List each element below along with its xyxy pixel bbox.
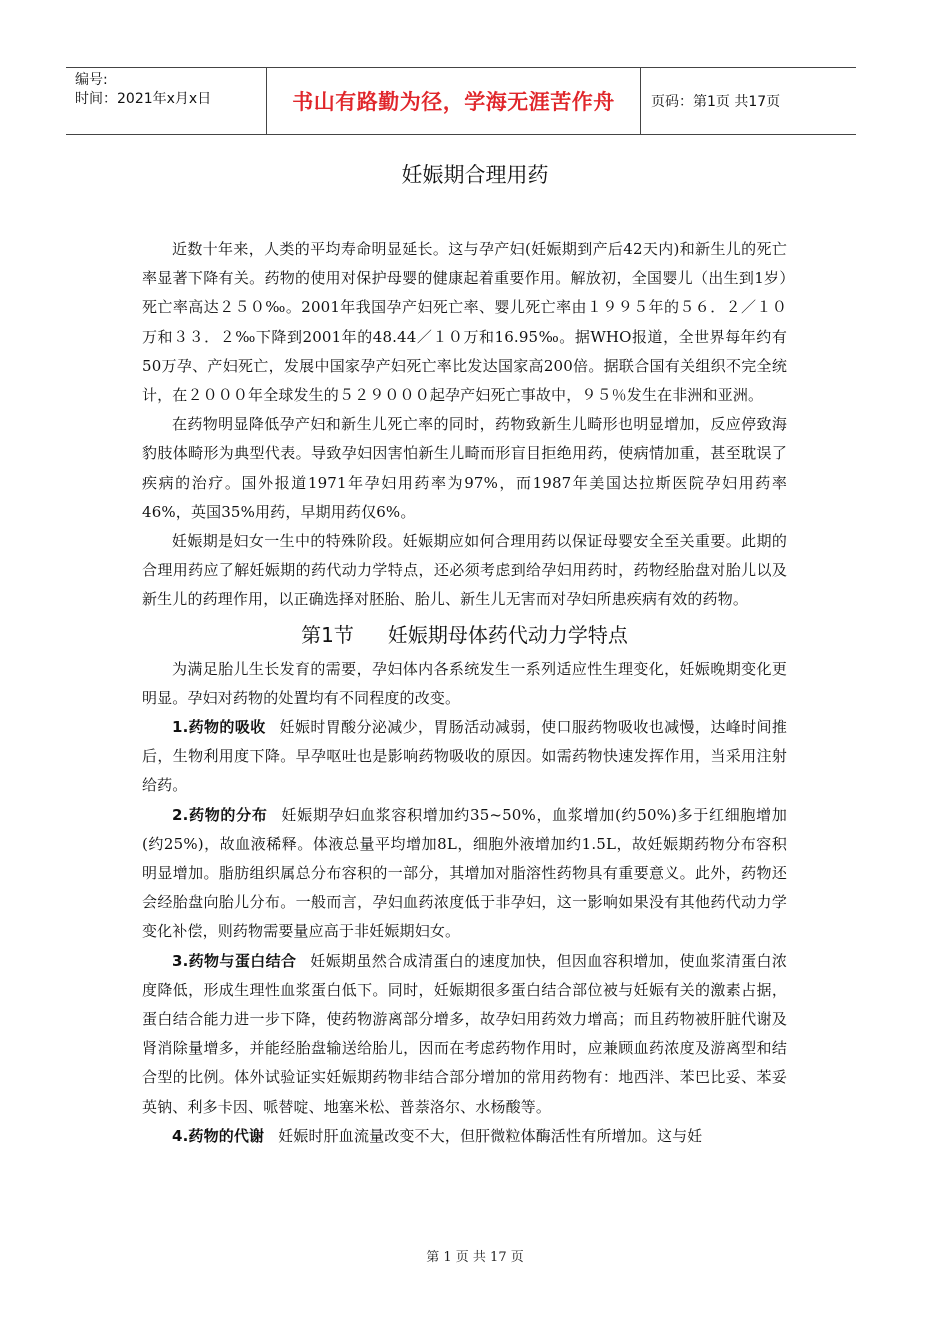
- item-distribution-heading: 2.药物的分布: [172, 805, 268, 824]
- page-footer: 第 1 页 共 17 页: [426, 1250, 524, 1265]
- intro-paragraph-2: 在药物明显降低孕产妇和新生儿死亡率的同时，药物致新生儿畸形也明显增加，反应停致海豹肢体畸形为典型代表。导致孕妇因害怕新生儿畸而形盲目拒绝用药，使病情加重，甚至耽误了疾病的治疗。国外报道1971年孕妇用药率为97%，而1987年美国达拉斯医院孕妇用药率46%，英国35%用药，早期用药仅6%。: [142, 415, 788, 521]
- item-distribution-text: 妊娠期孕妇血浆容积增加约35~50%，血浆增加(约50%)多于红细胞增加(约25%)，故血液稀释。体液总量平均增加8L，细胞外液增加约1.5L，故妊娠期药物分布容积明显增加。脂肪组织属总分布容积的一部分，其增加对脂溶性药物具有重要意义。此外，药物还会经胎盘向胎儿分布。一般而言，孕妇血药浓度低于非孕妇，这一影响如果没有其他药代动力学变化补偿，则药物需要量应高于非妊娠期妇女。: [142, 805, 787, 941]
- document-code-label: 编号:: [75, 72, 108, 88]
- item-absorption: [142, 713, 787, 801]
- item-distribution: [142, 801, 787, 947]
- item-metabolism: [142, 1122, 787, 1151]
- intro-paragraph-3: 妊娠期是妇女一生中的特殊阶段。妊娠期应如何合理用药以保证母婴安全至关重要。此期的合理用药应了解妊娠期的药代动力学特点，还必须考虑到给孕妇用药时，药物经胎盘对胎儿以及新生儿的药理作用，以正确选择对胚胎、胎儿、新生儿无害而对孕妇所患疾病有效的药物。: [142, 532, 787, 609]
- item-absorption-text: 妊娠时胃酸分泌减少，胃肠活动减弱，使口服药物吸收也减慢，达峰时间推后，生物利用度下降。早孕呕吐也是影响药物吸收的原因。如需药物快速发挥作用，当采用注射给药。: [142, 718, 787, 795]
- document-body: [142, 235, 787, 1151]
- item-protein-binding-text: 妊娠期虽然合成清蛋白的速度加快，但因血容积增加，使血浆清蛋白浓度降低，形成生理性血浆蛋白低下。同时，妊娠期很多蛋白结合部位被与妊娠有关的激素占据，蛋白结合能力进一步下降，使药物游离部分增多，故孕妇用药效力增高；而且药物被肝脏代谢及肾消除量增多，并能经胎盘输送给胎儿，因而在考虑药物作用时，应兼顾血药浓度及游离型和结合型的比例。体外试验证实妊娠期药物非结合部分增加的常用药物有：地西泮、苯巴比妥、苯妥英钠、利多卡因、哌替啶、地塞米松、普萘洛尔、水杨酸等。: [142, 951, 787, 1116]
- intro-paragraph-1: 近数十年来，人类的平均寿命明显延长。这与孕产妇(妊娠期到产后42天内)和新生儿的死亡率显著下降有关。药物的使用对保护母婴的健康起着重要作用。解放初，全国婴儿（出生到1岁）死亡率高达２５０‰。2001年我国孕产妇死亡率、婴儿死亡率由１９９５年的５６．２／１０万和３３．２‰下降到2001年的48.44／１０万和16.95‰。据WHO报道，全世界每年约有50万孕、产妇死亡，发展中国家孕产妇死亡率比发达国家高200倍。据联合国有关组织不完全统计，在２０００年全球发生的５２９０００起孕产妇死亡事故中，９５％发生在非洲和亚洲。: [142, 240, 787, 405]
- section-intro-paragraph: 为满足胎儿生长发育的需要，孕妇体内各系统发生一系列适应性生理变化，妊娠晚期变化更明显。孕妇对药物的处置均有不同程度的改变。: [142, 659, 787, 707]
- header-meta: [66, 68, 267, 134]
- item-protein-binding: [142, 947, 787, 1122]
- item-metabolism-text: 妊娠时肝血流量改变不大，但肝微粒体酶活性有所增加。这与妊: [278, 1126, 703, 1145]
- item-protein-binding-heading: 3.药物与蛋白结合: [172, 951, 297, 970]
- section-title: 妊娠期母体药代动力学特点: [387, 622, 628, 647]
- document-header: [66, 67, 856, 135]
- section-heading: [142, 618, 787, 652]
- header-motto: 书山有路勤为径，学海无涯苦作舟: [267, 68, 641, 134]
- section-number: 第1节: [301, 622, 354, 647]
- document-title: 妊娠期合理用药: [401, 163, 549, 187]
- item-metabolism-heading: 4.药物的代谢: [172, 1126, 265, 1145]
- header-page-label: 页码：第1页 共17页: [651, 94, 781, 110]
- item-absorption-heading: 1.药物的吸收: [172, 718, 266, 737]
- document-time-label: 时间：2021年x月x日: [75, 91, 212, 107]
